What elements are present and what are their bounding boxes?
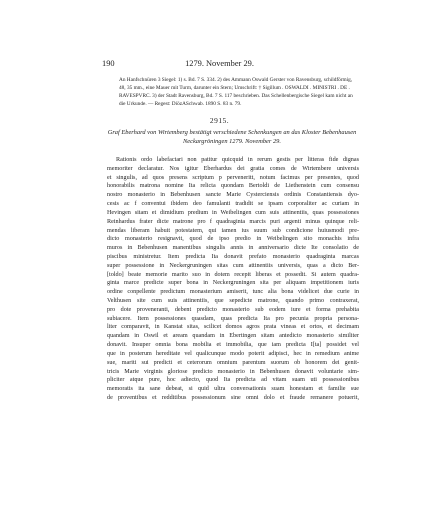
text-line: quandam in Oswil et aream quandam in Ebertingen sitam antedicto monasterio similiter <box>107 333 359 340</box>
text-line: de proventibus et redditibus possessionum sine omni dolo et fraude remanere potuerit, <box>107 394 359 401</box>
text-line: Velthusen site cum suis attinentiis, que sepedicte matrone, quando primo contraxerat, <box>107 298 359 304</box>
text-line: subiacere. Item possessiones quasdam, quas predicta Ita pro pecunia propria persona- <box>107 315 359 322</box>
text-line: honorabilis matrona nomine Ita relicta quondam Bertoldi de Liethenstein cum consensu <box>107 183 359 190</box>
text-line: dicto monasterio resignavit, quod de ipso predio in Weibelingen sito monachis infra <box>107 236 359 243</box>
text-line: tricis Marie virginis gloriose predicto monasterio in Bebenhusen donavit voluntarie sim- <box>107 368 359 375</box>
text-line: memoratis ita sane debeat, si quid ultra conversationis suam honestam et familie sue <box>107 386 359 393</box>
text-line: ginta marce predicte super bona in Neckergruningen sita per aliquam impetitionem iuris <box>107 280 359 287</box>
note-line: An Hanfschnüren 3 Siegel: 1) s. Bd. 7 S. 334. 2) des Ammann Oswald Gerster von Ravensburg, schildförmig, <box>119 77 353 83</box>
text-line: et singulis, ad quos presens scriptum p perveneritt, notum facimus per presentes, quod <box>107 174 359 181</box>
text-line: sue, mariti sui predicti et ceterorum omnium parentum suorum ob honorem dei genit- <box>107 359 359 366</box>
text-line: nostro monasterio in Bebenhusen sancte Marie Cysterciensis ordinis Constantiensis dyo- <box>107 192 359 199</box>
text-line: pro dote proveneranti, debent predicto monasterio sub eodem iure et forma prehabita <box>107 306 359 313</box>
text-line: memoriter declaratur. Nos igitur Eberhardus dei gratia comes de Wirtembere universis <box>107 165 359 172</box>
text-line: piscibus ministretur. Item predicta Ita donavit prefato monasterio quadraginta marcas <box>107 253 359 260</box>
document-number: 2915. <box>209 116 230 125</box>
text-line: donavit. Insuper omnia bona mobilia et immobilia, que iam predicta I[ta] possidet vel <box>107 342 359 349</box>
text-line: cesis ac f conventui ibidem deo famulanti tradidit se ipsam corporaliter ac curiam in <box>107 201 359 208</box>
note-line: die Urkunde. — Regest: DiözASchwab. 1890 S. 83 n. 79. <box>119 100 242 107</box>
text-line: muros in Bebenhusen manentibus singulis annis in anniversario dicte Ite consolatio de <box>107 245 359 252</box>
text-line: Rationis ordo labefactari non patitur quicquid in rerum gestis per litteras fide dignas <box>116 157 359 163</box>
text-line: [toldo] beate memorie marito suo in dotem recepit liberas et possedit. Si autem quadra- <box>107 271 359 278</box>
note-line: RAVESPVRC. 3) der Stadt Ravensburg, Bd. 7 S. 117 beschrieben. Das Schellenbergische Siegel kam nicht an <box>119 92 353 99</box>
text-line: mendas liberam habuit potestatem, qui iamen ius suum sub condicione huiusmodi pre- <box>107 227 359 234</box>
text-line: liter comparavit, in Kanstat sitas, scilicet domos agros prata vineas et ortos, et decimam <box>107 324 359 331</box>
footnote-block <box>119 77 353 109</box>
running-header-date: 1279. November 29. <box>185 59 254 68</box>
text-line: Hevingen sitam et dimidium predium in Weibelingen cum suis attinentiis, quas possessiones <box>107 209 359 216</box>
text-line: Reinhardus frater dicte matrone pro f quadraginta marcis puri argenti minus quinque reli- <box>107 218 359 225</box>
text-line: super possessione in Neckergruningen sitas cum attinentiis universis, quas a dicto Ber- <box>107 262 359 269</box>
rubric-place-date: Neckargröningen 1279. November 29. <box>183 137 281 145</box>
page-number: 190 <box>102 59 115 68</box>
text-line: ordine conpellente predictum monasterium amiserit, tunc alia bona videlicet due curie in <box>107 289 359 296</box>
text-line: que in posterum hereditate vel qualicunque modo poterit adipisci, hec in remedium anime <box>107 350 359 357</box>
text-line: pliciter atque pure, hoc adiecto, quod Ita predicta ad vitam suam uti possessionibus <box>107 377 359 384</box>
rubric-summary: Graf Eberhard von Wirtemberg bestätigt verschiedene Schenkungen an das Kloster Bebenhausen <box>107 129 357 136</box>
document-rubric <box>104 129 360 146</box>
charter-text <box>107 156 359 403</box>
note-line: 48, 35 mm., eine Mauer mit Turm, darunter ein Stern; Umschrift: † Sigillum . OSWALDI . MINISTRI . DE . <box>119 84 350 91</box>
